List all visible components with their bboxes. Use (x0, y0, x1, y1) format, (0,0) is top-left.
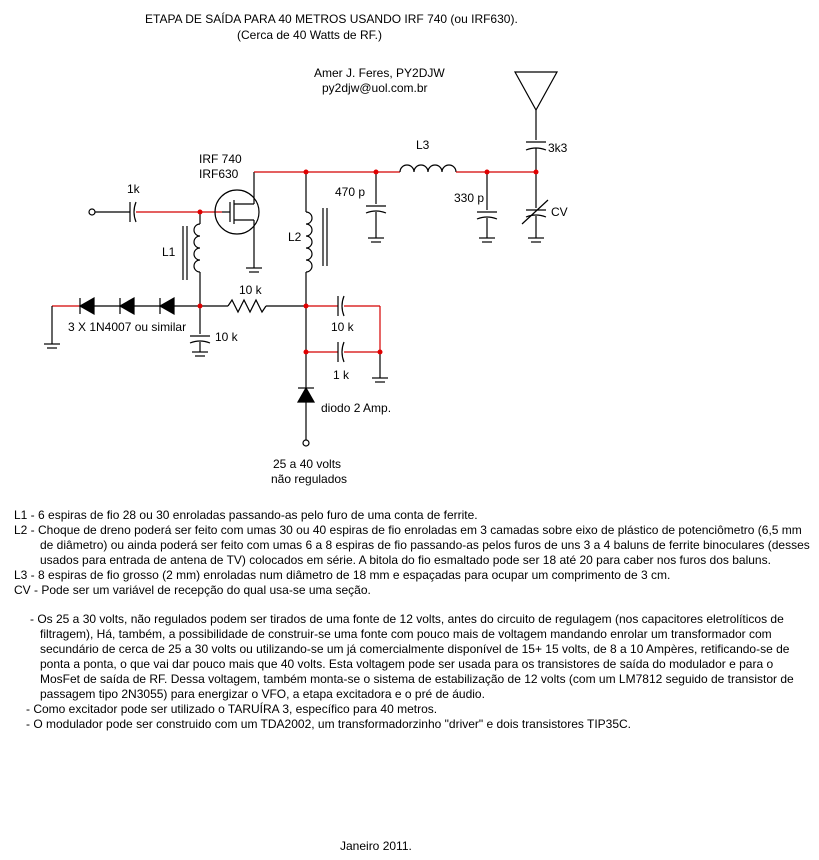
notes-section (14, 508, 814, 732)
label-cap-10k: 10 k (331, 320, 354, 334)
label-cv: CV (551, 205, 568, 219)
note-cv: CV - Pode ser um variável de recepção do qual usa-se uma seção. (14, 583, 371, 597)
label-cap-3k3: 3k3 (548, 141, 568, 155)
supply-terminal (303, 440, 309, 446)
label-cap-330: 330 p (454, 191, 485, 205)
author-name: Amer J. Feres, PY2DJW (314, 66, 445, 80)
page-subtitle: (Cerca de 40 Watts de RF.) (237, 28, 382, 42)
input-terminal (89, 209, 95, 215)
label-supply-1: 25 a 40 volts (273, 457, 342, 471)
note-bullet-2: - Como excitador pode ser utilizado o TARUÍRA 3, específico para 40 metros. (26, 702, 438, 716)
label-l1: L1 (162, 245, 176, 259)
label-res-10k-bypass: 10 k (215, 330, 238, 344)
footer-date: Janeiro 2011. (340, 839, 412, 853)
page-title: ETAPA DE SAÍDA PARA 40 METROS USANDO IRF 740 (ou IRF630). (145, 12, 518, 26)
note-l3: L3 - 8 espiras de fio grosso (2 mm) enroladas num diâmetro de 18 mm e espaçadas para ocupar um comprimento de 3 cm. (14, 568, 671, 582)
label-diode-2a: diodo 2 Amp. (321, 401, 392, 415)
note-l2: L2 - Choque de dreno poderá ser feito com umas 30 ou 40 espiras de fio enroladas em 3 camadas sobre eixo de plástico de potenciômetro (6,5 mm de diâmetro) ou ainda poderá ser feito com umas 6 a 8 espiras de fio passando-as pelos furos de uns 3 a 4 baluns de ferrite binoculares (desses usados para entrada de antena de TV) colocados em série. A bitola do fio esmaltado pode ser 18 até 20 para caber nos furos dos baluns. (14, 523, 810, 567)
label-transistor-1: IRF 740 (199, 152, 242, 166)
label-res-10k: 10 k (239, 283, 262, 297)
label-cap-input: 1k (127, 182, 140, 196)
note-bullet-1: - Os 25 a 30 volts, não regulados podem ser tirados de uma fonte de 12 volts, antes do circuito de regulagem (nos capacitores eletrolíticos de filtragem), Há, também, a possibilidade de construir-se uma fonte com pouco mais de voltagem mandando enrolar um transformador com secundário de cerca de 25 a 30 volts ou utilizando-se um já comercialmente disponível de 15+ 15 volts, de 8 a 10 Ampères, retificando-se de ponta a ponta, o que vai dar pouco mais que 40 volts. Esta voltagem pode ser usada para os transistores de saída do modulador e para o MosFet de saída de RF. Dessa voltagem, também monta-se o sistema de estabilização de 12 volts (com um LM7812 seguido de transistor de passagem tipo 2N3055) para energizar o VFO, a etapa excitadora e o pré de áudio. (30, 612, 794, 701)
label-transistor-2: IRF630 (199, 167, 239, 181)
label-cap-1k: 1 k (333, 368, 350, 382)
author-email: py2djw@uol.com.br (322, 81, 428, 95)
label-l2: L2 (288, 230, 302, 244)
label-supply-2: não regulados (271, 472, 348, 486)
label-diodes: 3 X 1N4007 ou similar (68, 320, 187, 334)
label-l3: L3 (416, 138, 430, 152)
label-cap-470: 470 p (335, 185, 366, 199)
note-l1: L1 - 6 espiras de fio 28 ou 30 enroladas passando-as pelo furo de uma conta de ferrite. (14, 508, 478, 522)
note-bullet-3: - O modulador pode ser construido com um TDA2002, um transformadorzinho "driver" e dois transistores TIP35C. (26, 717, 632, 731)
